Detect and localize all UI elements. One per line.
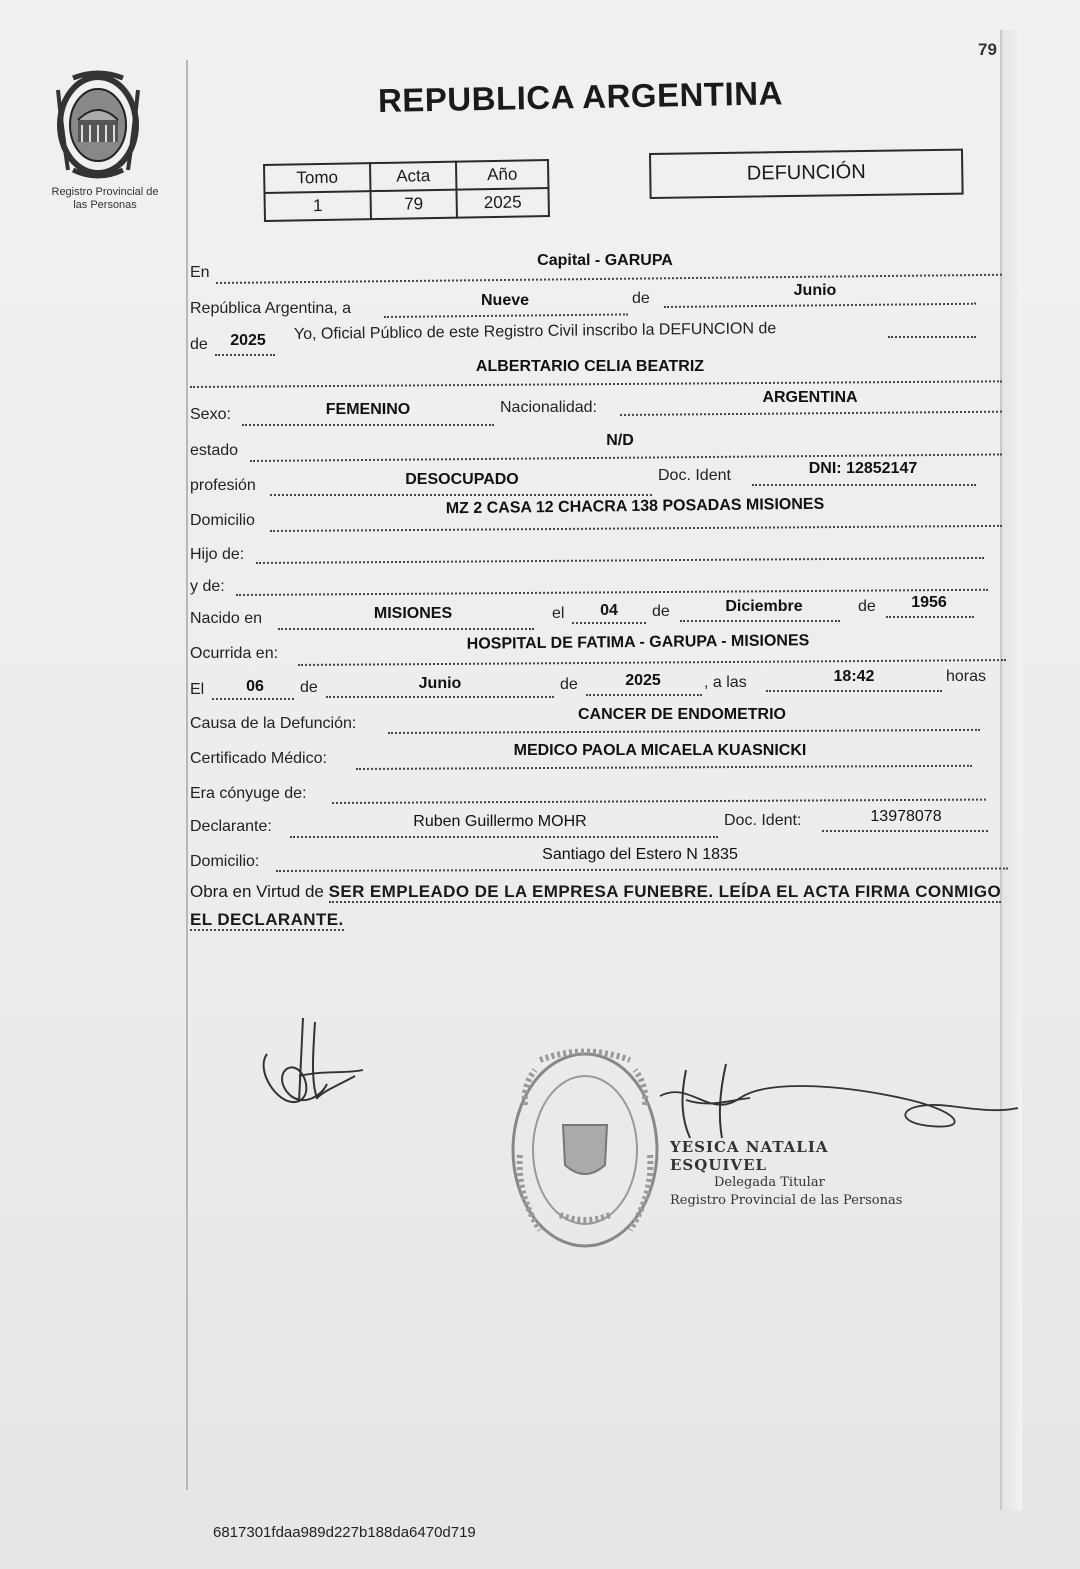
label-certificado: Certificado Médico: [190,750,327,767]
text-inscribo: Yo, Oficial Público de este Registro Civil inscribo la DEFUNCION de [293,320,777,343]
dotline-nac-dia [572,622,646,624]
value-acta: 79 [370,190,456,219]
crest-caption-line1: Registro Provincial de [51,186,159,198]
dotline-nac-mes [680,620,840,622]
dotline-nombre [190,380,1002,388]
page-number: 79 [978,40,997,59]
field-decl-doc: 13978078 [870,808,942,825]
field-estado: N/D [606,432,634,449]
field-nacido-en: MISIONES [373,605,453,622]
label-profesion: profesión [190,477,256,494]
field-nac-dia: 04 [600,602,618,619]
label-conyuge: Era cónyuge de: [190,785,307,802]
dotline-nacionalidad [620,411,1002,416]
footer-hash: 6817301fdaa989d227b188da6470d719 [213,1524,476,1541]
header-tomo: Tomo [264,163,370,193]
field-obra: SER EMPLEADO DE LA EMPRESA FUNEBRE. LEÍDA EL ACTA FIRMA CONMIGO EL DECLARANTE. [190,882,1002,929]
field-lugar: Capital - GARUPA [537,252,673,269]
label-def-de2: de [560,676,578,693]
label-decl-doc: Doc. Ident: [724,812,802,829]
dotline-def-dia [212,698,294,700]
crest-caption-line2: las Personas [73,199,137,211]
label-hijo-de: Hijo de: [190,546,245,563]
dotline-hijo-de [256,557,984,564]
field-sexo: FEMENINO [325,401,411,418]
dotline-def-mes [326,696,554,698]
label-obra: Obra en Virtud de [190,882,324,901]
label-nac-de2: de [858,598,876,615]
label-estado: estado [190,442,239,459]
dotline-anio [215,354,275,356]
field-ocurrida-en: HOSPITAL DE FATIMA - GARUPA - MISIONES [466,632,810,653]
field-profesion: DESOCUPADO [405,471,519,488]
dotline-lugar [216,274,1002,284]
field-mes: Junio [793,282,837,299]
label-ocurrida-en: Ocurrida en: [190,645,279,662]
field-domicilio: MZ 2 CASA 12 CHACRA 138 POSADAS MISIONES [445,495,825,518]
header-acta: Acta [370,162,456,191]
label-domicilio: Domicilio [190,512,255,529]
label-el: el [552,605,565,622]
label-declarante: Declarante: [190,818,272,835]
obra-en-virtud [190,878,1010,934]
declarant-signature-icon [255,1012,375,1112]
label-def-de: de [300,679,318,696]
field-certificado: MEDICO PAOLA MICAELA KUASNICKI [513,742,807,759]
official-name: YESICA NATALIA ESQUIVEL [670,1138,829,1174]
label-sexo: Sexo: [190,406,231,423]
field-causa: CANCER DE ENDOMETRIO [577,706,786,723]
field-def-mes: Junio [418,675,462,692]
dotline-domicilio [270,525,1002,532]
field-def-anio: 2025 [625,672,661,689]
official-office: Registro Provincial de las Personas [670,1193,903,1208]
field-def-hora: 18:42 [833,668,875,685]
label-de-mes: de [632,290,650,307]
dotline-causa [388,729,980,734]
dotline-decl-domicilio [276,867,1008,872]
dotline-certificado [356,765,972,770]
label-de-anio: de [190,336,208,353]
label-en: En [190,264,210,281]
dotline-dia [384,313,628,318]
field-anio: 2025 [230,332,266,349]
document-title: REPUBLICA ARGENTINA [377,74,784,119]
dotline-doc-ident [752,484,976,486]
label-horas: horas [946,668,987,685]
field-dia: Nueve [480,292,530,309]
label-republica: República Argentina, a [190,300,351,317]
dotline-declarante [290,836,718,838]
dotline-profesion [270,494,652,496]
label-el-def: El [190,681,205,698]
field-doc-ident: DNI: 12852147 [808,460,918,477]
label-causa: Causa de la Defunción: [190,715,357,732]
official-stamp-text [670,1138,930,1210]
value-tomo: 1 [265,191,371,221]
label-doc-ident: Doc. Ident [658,467,731,484]
dotline-nac-anio [886,616,974,618]
label-y-de: y de: [190,578,225,595]
label-a-las: , a las [704,674,747,691]
field-nombre: ALBERTARIO CELIA BEATRIZ [475,358,705,375]
field-declarante: Ruben Guillermo MOHR [413,813,587,830]
dotline-inscribo [888,336,976,338]
field-decl-domicilio: Santiago del Estero N 1835 [542,846,738,863]
dotline-mes [664,303,976,308]
field-def-dia: 06 [246,678,264,695]
official-signature-icon [650,1060,1020,1140]
official-role: Delegada Titular [714,1175,825,1190]
dotline-sexo [242,424,494,426]
dotline-conyuge [332,799,986,804]
header-anio: Año [456,160,548,190]
label-decl-domicilio: Domicilio: [190,853,260,870]
field-nac-anio: 1956 [911,594,947,611]
dotline-ocurrida-en [298,659,1006,666]
label-nacido-en: Nacido en [190,610,263,627]
dotline-nacido-en [278,628,534,630]
dotline-def-anio [586,694,702,696]
dotline-decl-doc [822,830,988,832]
label-nacionalidad: Nacionalidad: [500,399,597,416]
document-type-box: DEFUNCIÓN [649,149,964,199]
official-seal-icon [505,1045,665,1255]
value-anio: 2025 [456,188,548,218]
dotline-y-de [236,589,988,596]
field-nacionalidad: ARGENTINA [762,389,858,406]
dotline-def-hora [766,690,942,692]
field-nac-mes: Diciembre [725,598,803,615]
label-nac-de: de [652,603,670,620]
